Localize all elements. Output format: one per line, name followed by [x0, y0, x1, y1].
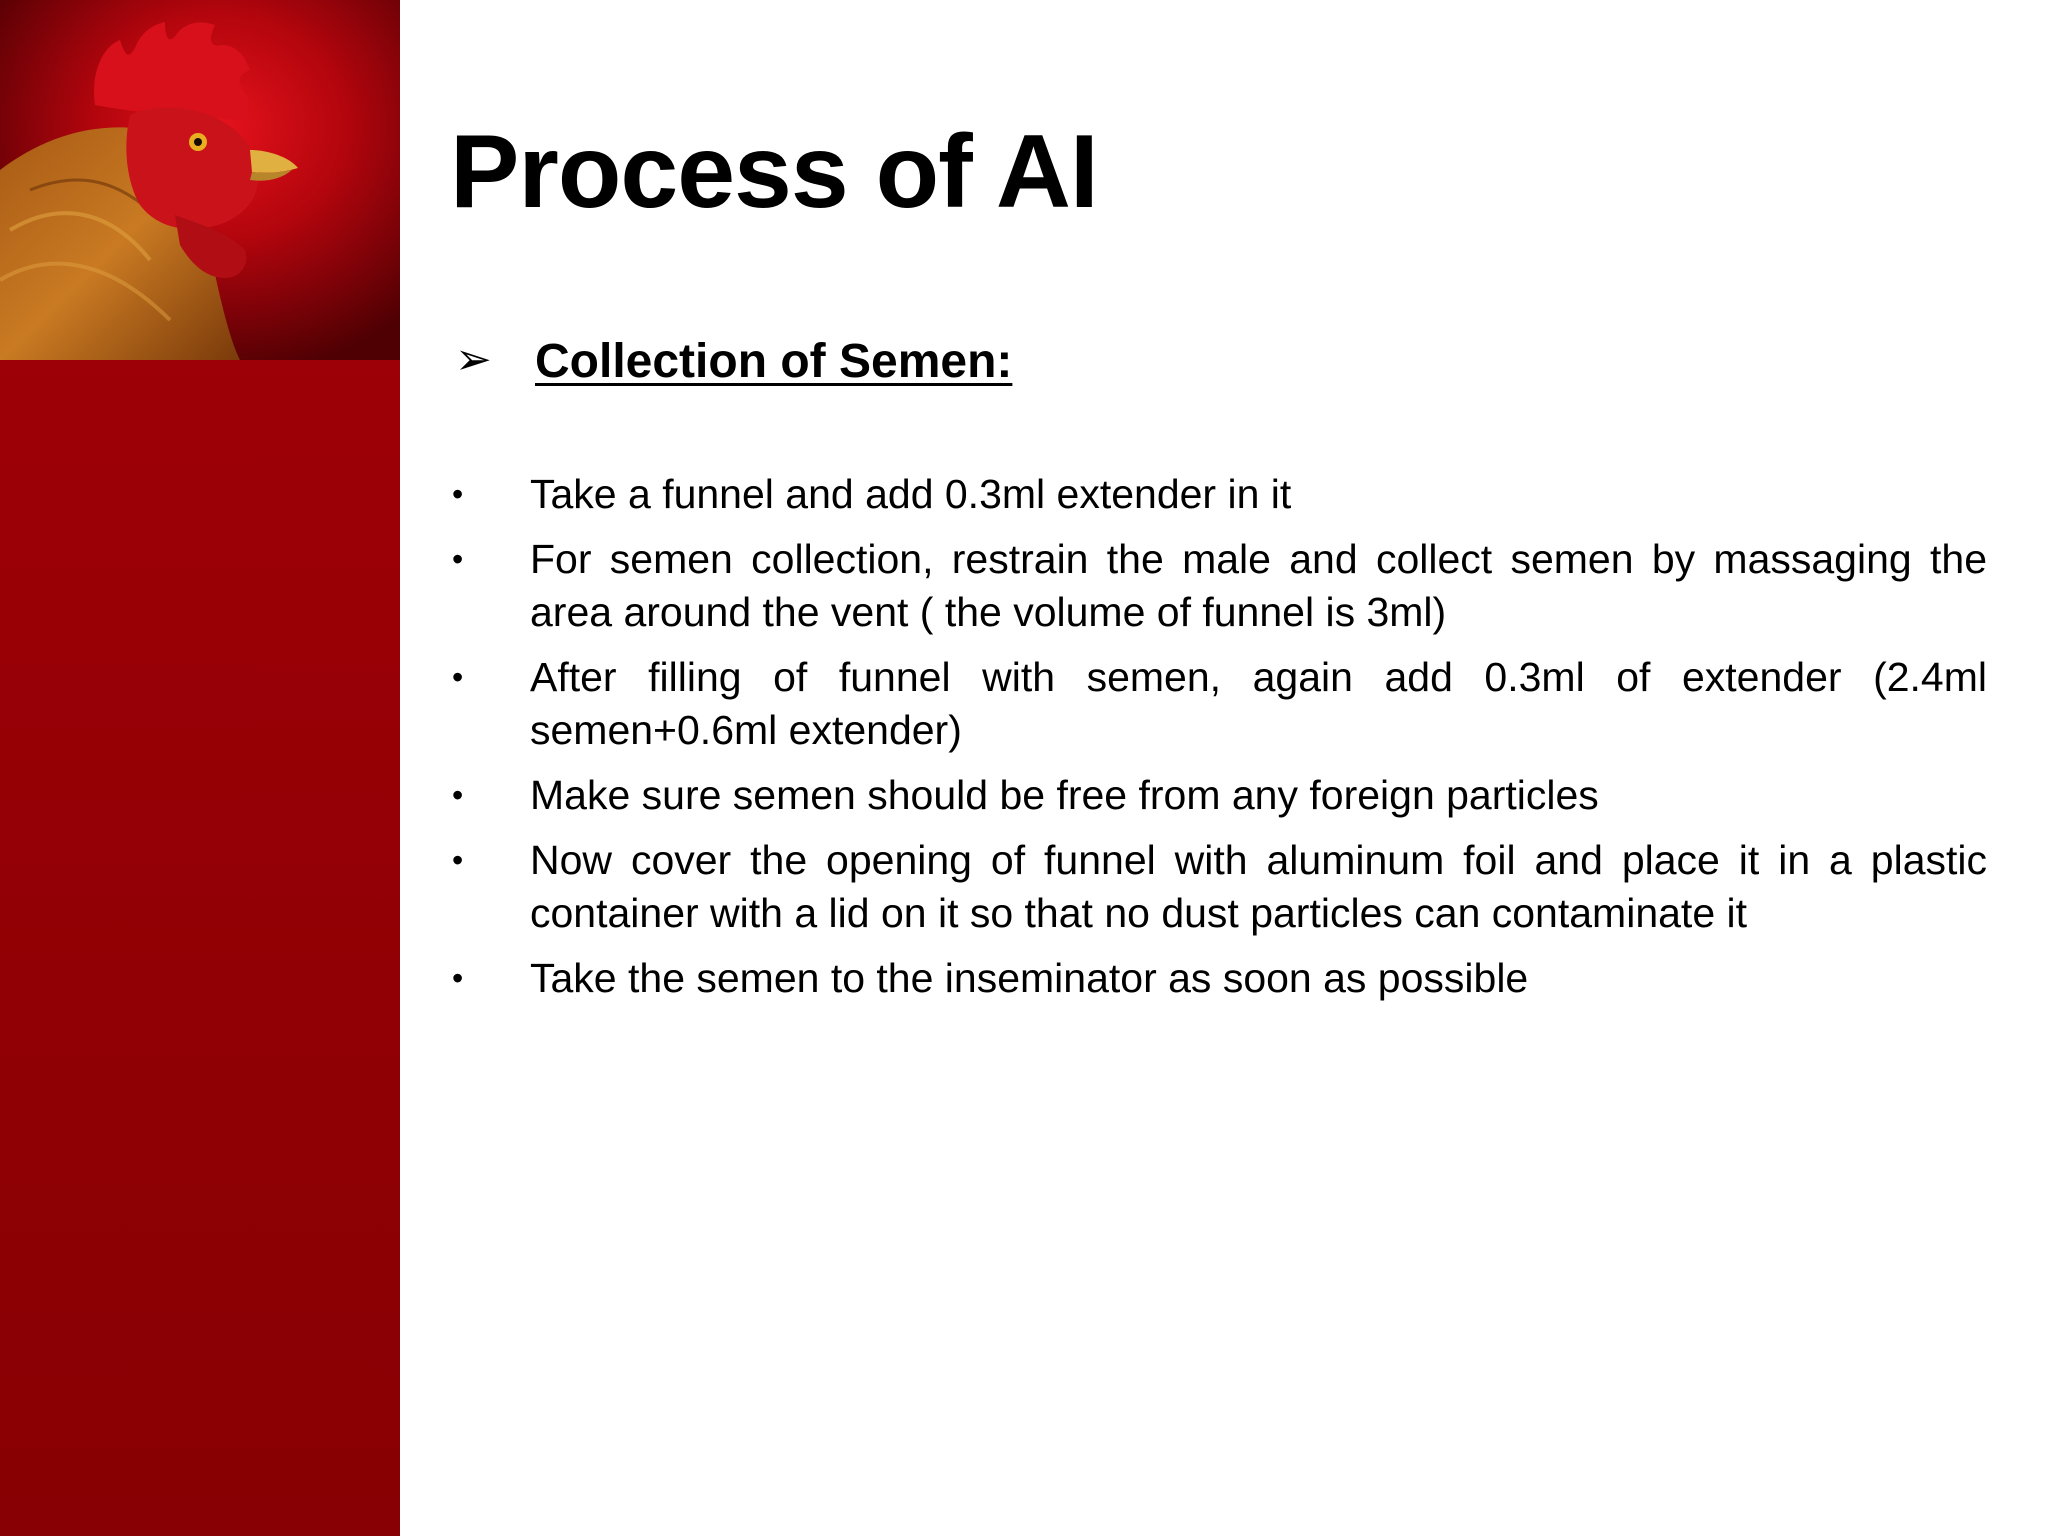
bullet-dot-icon: • [452, 476, 464, 512]
bullet-list [452, 468, 1987, 1017]
bullet-text: Now cover the opening of funnel with aluminum foil and place it in a plastic container with a lid on it so that no dust particles can contaminate it [530, 837, 1987, 936]
section-heading-text: Collection of Semen: [535, 335, 1013, 388]
list-item [452, 834, 1987, 940]
bullet-dot-icon: • [452, 842, 464, 878]
bullet-text: For semen collection, restrain the male and collect semen by massaging the area around the vent ( the volume of funnel is 3ml) [530, 536, 1987, 635]
arrow-bullet-icon: ➢ [455, 335, 492, 384]
list-item [452, 651, 1987, 757]
list-item [452, 769, 1987, 822]
rooster-icon [0, 0, 400, 360]
bullet-text: Take a funnel and add 0.3ml extender in it [530, 471, 1292, 517]
bullet-dot-icon: • [452, 777, 464, 813]
list-item [452, 468, 1987, 521]
bullet-text: Make sure semen should be free from any foreign particles [530, 772, 1599, 818]
bullet-dot-icon: • [452, 541, 464, 577]
list-item [452, 533, 1987, 639]
bullet-text: Take the semen to the inseminator as soon as possible [530, 955, 1529, 1001]
slide-title: Process of AI [450, 114, 1098, 230]
rooster-head-image [0, 0, 400, 360]
bullet-dot-icon: • [452, 960, 464, 996]
bullet-dot-icon: • [452, 659, 464, 695]
sidebar-panel [0, 0, 400, 1536]
list-item [452, 952, 1987, 1005]
bullet-text: After filling of funnel with semen, again add 0.3ml of extender (2.4ml semen+0.6ml extender) [530, 654, 1987, 753]
section-heading [455, 330, 2005, 394]
